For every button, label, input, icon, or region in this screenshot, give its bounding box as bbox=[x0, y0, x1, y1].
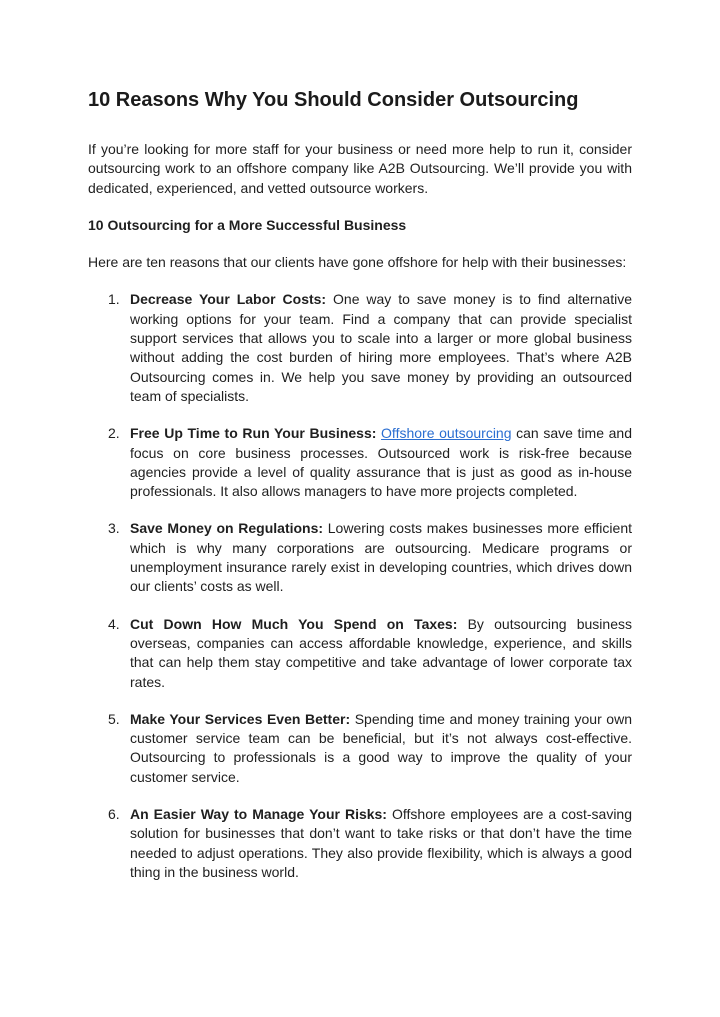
reason-item-1 bbox=[88, 290, 632, 406]
reason-term: Cut Down How Much You Spend on Taxes: bbox=[130, 615, 458, 632]
section-subheading: 10 Outsourcing for a More Successful Business bbox=[88, 216, 407, 233]
reason-term: An Easier Way to Manage Your Risks: bbox=[130, 806, 387, 823]
reason-item-5 bbox=[88, 710, 632, 787]
document-title: 10 Reasons Why You Should Consider Outsourcing bbox=[88, 89, 579, 111]
reason-text: can save time and focus on core business processes. Outsourced work is risk-free because agencies provide a level of quality assurance that is just as good as in-house professionals. It also allows managers to have more projects completed. bbox=[130, 425, 632, 500]
reason-number: 1. bbox=[108, 291, 120, 308]
reason-term: Decrease Your Labor Costs: bbox=[130, 291, 327, 308]
reason-text: Spending time and money training your own customer service team can be beneficial, but it’s not always cost-effective. Outsourcing to professionals is a good way to improve the quality of your customer service. bbox=[130, 710, 632, 785]
reason-number: 5. bbox=[108, 710, 120, 727]
reason-item-3 bbox=[88, 519, 632, 596]
reason-item-6 bbox=[88, 805, 632, 882]
reason-term: Make Your Services Even Better: bbox=[130, 710, 351, 727]
offshore-outsourcing-link[interactable]: Offshore outsourcing bbox=[381, 425, 512, 442]
reason-term: Save Money on Regulations: bbox=[130, 520, 324, 537]
reason-number: 4. bbox=[108, 615, 120, 632]
reason-item-4 bbox=[88, 615, 632, 692]
reason-number: 3. bbox=[108, 520, 120, 537]
reason-text: Lowering costs makes businesses more efficient which is why many corporations are outsourcing. Medicare programs or unemployment insurance rarely exist in developing countries, which drives down our clients’ costs as well. bbox=[130, 520, 632, 595]
reasons-list bbox=[88, 290, 632, 882]
intro-paragraph: If you’re looking for more staff for your business or need more help to run it, consider outsourcing work to an offshore company like A2B Outsourcing. We’ll provide you with dedicated, experienced, and vetted outsource workers. bbox=[88, 141, 632, 196]
lead-paragraph: Here are ten reasons that our clients have gone offshore for help with their businesses: bbox=[88, 254, 627, 271]
reason-text: Offshore employees are a cost-saving solution for businesses that don’t want to take risks or that don’t have the time needed to adjust operations. They also provide flexibility, which is always a good thing in the business world. bbox=[130, 806, 632, 880]
reason-item-2 bbox=[88, 424, 632, 501]
reason-number: 2. bbox=[108, 425, 120, 442]
reason-term: Free Up Time to Run Your Business: bbox=[130, 425, 377, 442]
reason-text: By outsourcing business overseas, companies can access affordable knowledge, experience, and skills that can help them stay competitive and take advantage of lower corporate tax rates. bbox=[130, 615, 632, 690]
reason-text: One way to save money is to find alternative working options for your team. Find a company that can provide specialist support services that allows you to scale into a larger or more global business without adding the cost burden of hiring more employees. That’s where A2B Outsourcing comes in. We help you save money by providing an outsourced team of specialists. bbox=[130, 291, 632, 404]
reason-number: 6. bbox=[108, 806, 120, 823]
